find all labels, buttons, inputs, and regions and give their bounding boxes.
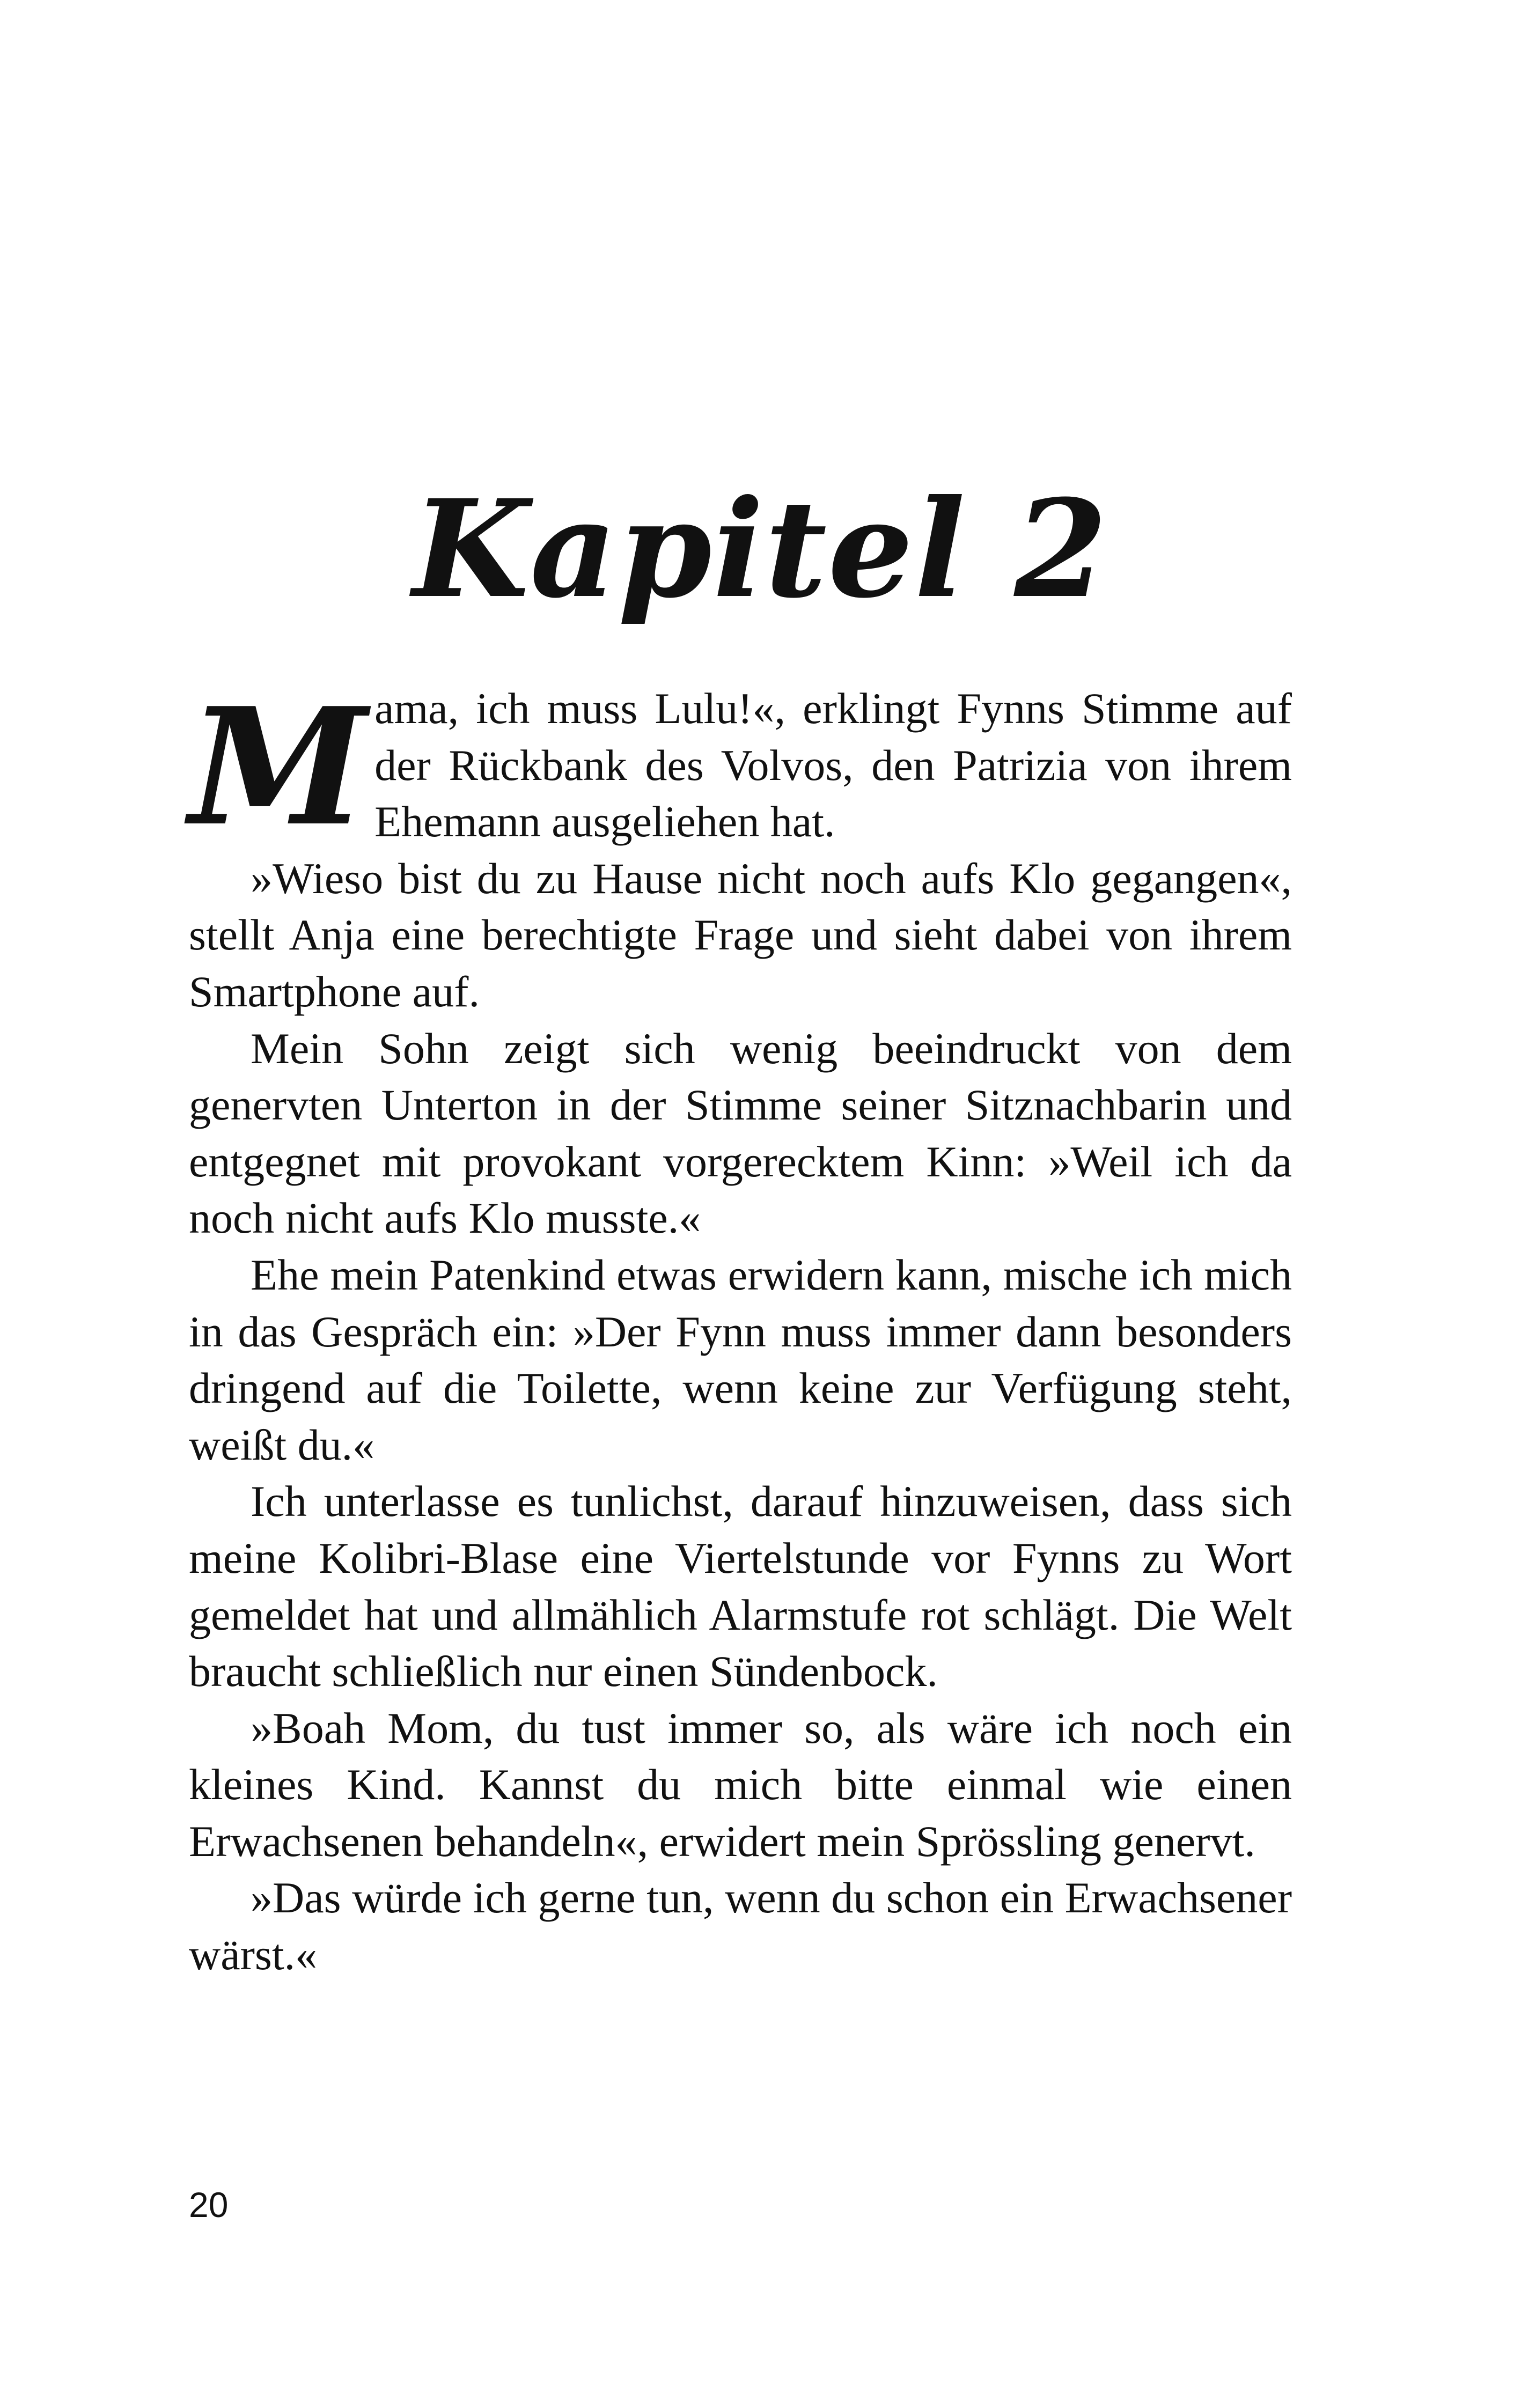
paragraph-text: ama, ich muss Lulu!«, erklingt Fynns Stimme auf der Rückbank des Volvos, den Patrizia von ihrem Ehemann ausgeliehen hat. <box>374 684 1292 846</box>
paragraph: Mein Sohn zeigt sich wenig beeindruckt von dem genervten Unterton in der Stimme seiner Sitznachbarin und entgegnet mit provokant vorgerecktem Kinn: »Weil ich da noch nicht aufs Klo musste.« <box>189 1023 1292 1243</box>
paragraph <box>189 672 1292 861</box>
drop-cap: M <box>189 672 368 861</box>
page-number: 20 <box>189 2185 229 2225</box>
paragraph: »Wieso bist du zu Hause nicht noch aufs Klo gegangen«, stellt Anja eine berechtigte Frage und sieht dabei von ihrem Smartphone auf. <box>189 853 1292 1016</box>
paragraph: Ehe mein Patenkind etwas erwidern kann, mische ich mich in das Gespräch ein: »Der Fynn muss immer dann besonders dringend auf die Toilette, wenn keine zur Verfügung steht, weißt du.« <box>189 1250 1292 1469</box>
paragraph: »Boah Mom, du tust immer so, als wäre ich noch ein kleines Kind. Kannst du mich bitte einmal wie einen Erwachsenen behandeln«, erwidert mein Sprössling genervt. <box>189 1703 1292 1866</box>
chapter-title: Kapitel 2 <box>412 469 1109 628</box>
paragraph: Ich unterlasse es tunlichst, darauf hinzuweisen, dass sich meine Kolibri-Blase eine Viertelstunde vor Fynns zu Wort gemeldet hat und allmählich Alarmstufe rot schlägt. Die Welt braucht schließlich nur einen Sündenbock. <box>189 1477 1292 1696</box>
paragraph: »Das würde ich gerne tun, wenn du schon ein Erwachsener wärst.« <box>189 1873 1292 1979</box>
chapter-body <box>189 672 1292 1983</box>
